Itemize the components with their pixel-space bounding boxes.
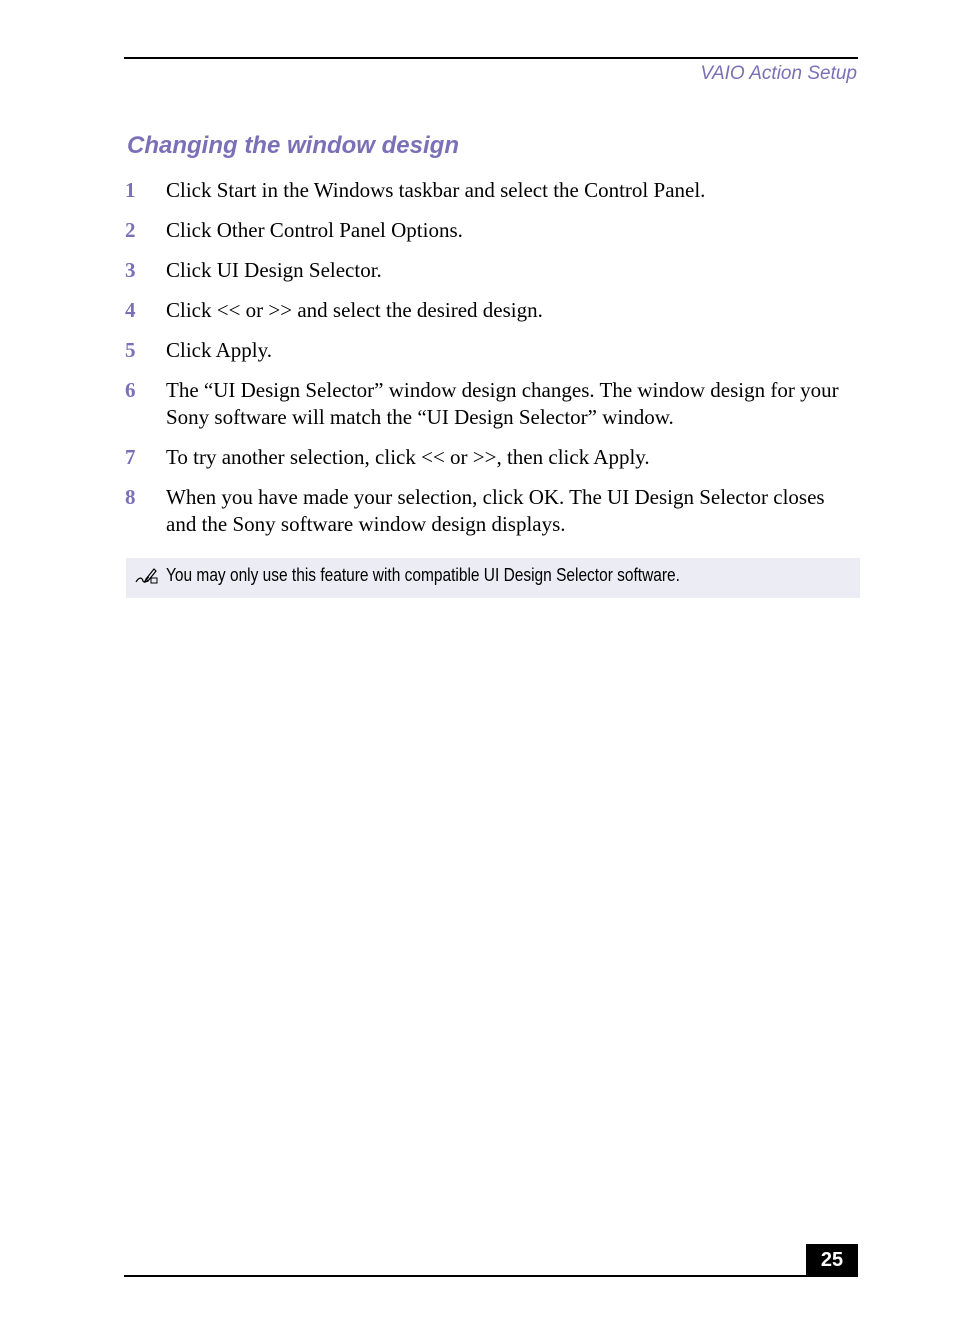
note-pencil-icon	[134, 565, 158, 585]
step-number: 7	[125, 445, 136, 469]
footer-rule	[124, 1275, 858, 1277]
steps-list	[125, 177, 850, 551]
step-item	[125, 444, 850, 471]
step-item	[125, 177, 850, 204]
step-number: 3	[125, 258, 136, 282]
step-number: 1	[125, 178, 136, 202]
step-text: To try another selection, click << or >>, then click Apply.	[166, 445, 650, 469]
step-item	[125, 297, 850, 324]
step-text: Click Other Control Panel Options.	[166, 218, 463, 242]
step-item	[125, 484, 850, 538]
step-text: Click << or >> and select the desired design.	[166, 298, 543, 322]
step-item	[125, 337, 850, 364]
step-text: The “UI Design Selector” window design changes. The window design for your Sony software will match the “UI Design Selector” window.	[166, 378, 839, 429]
step-text: Click Apply.	[166, 338, 272, 362]
step-number: 4	[125, 298, 136, 322]
note-box	[126, 558, 860, 598]
header-rule	[124, 57, 858, 59]
step-text: When you have made your selection, click OK. The UI Design Selector closes and the Sony software window design displays.	[166, 485, 825, 536]
section-title: Changing the window design	[127, 132, 459, 159]
step-item	[125, 377, 850, 431]
step-text: Click Start in the Windows taskbar and select the Control Panel.	[166, 178, 706, 202]
running-head: VAIO Action Setup	[700, 63, 857, 84]
step-text: Click UI Design Selector.	[166, 258, 382, 282]
step-number: 8	[125, 485, 136, 509]
step-number: 5	[125, 338, 136, 362]
step-number: 6	[125, 378, 136, 402]
page-number: 25	[806, 1244, 858, 1276]
note-text: You may only use this feature with compatible UI Design Selector software.	[166, 565, 680, 585]
step-item	[125, 257, 850, 284]
step-number: 2	[125, 218, 136, 242]
step-item	[125, 217, 850, 244]
